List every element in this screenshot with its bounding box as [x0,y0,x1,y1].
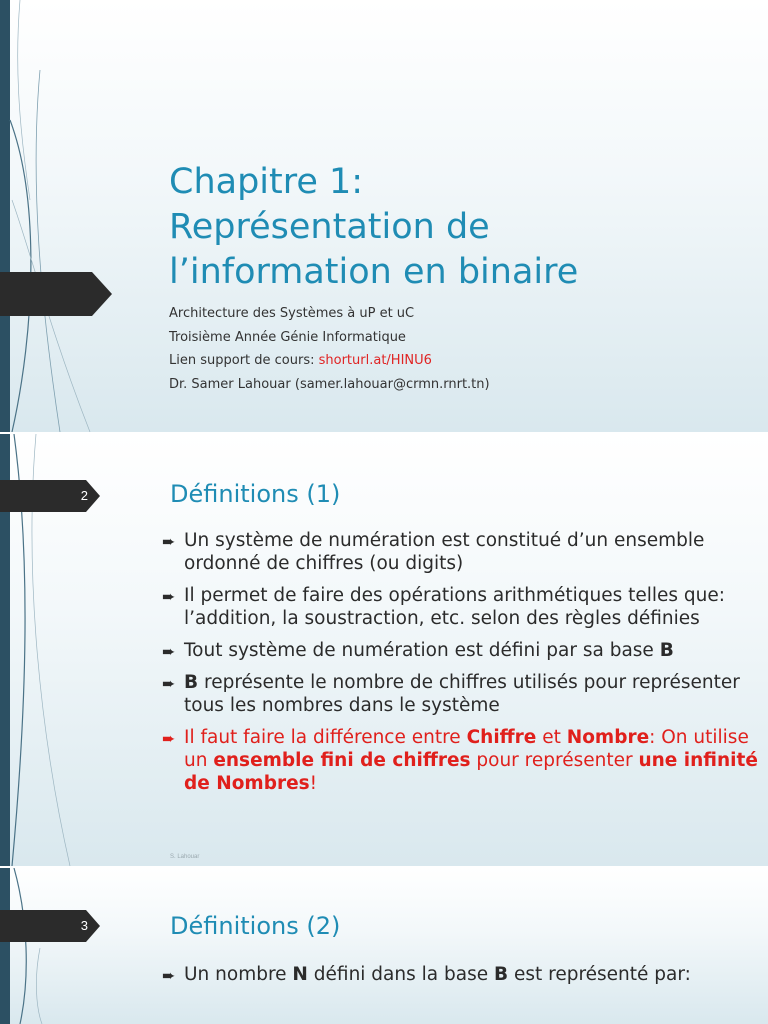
slide-2 [0,434,768,866]
slide-footer: S. Lahouar [170,854,200,860]
list-item: ➨ B représente le nombre de chiffres utilisés pour représenter tous les nombres dans le système [162,672,740,716]
arrow-right-bullet-icon: ➨ [162,729,176,748]
list-item: ➨ Il permet de faire des opérations arithmétiques telles que: l’addition, la soustraction, etc. selon des règles définies [162,585,725,629]
slide-title: Définitions (2) [170,912,341,940]
course-name: Architecture des Systèmes à uP et uC [169,306,415,321]
title-line: l’information en binaire [169,252,579,292]
title-line: Chapitre 1: [169,162,364,202]
slide-left-bar [0,0,10,432]
slide-title: Définitions (1) [170,480,341,508]
course-year: Troisième Année Génie Informatique [169,329,406,345]
subtitle-block [169,302,490,396]
arrow-right-bullet-icon: ➨ [162,966,176,985]
slide-1 [0,0,768,432]
slide-left-bar [0,868,10,1024]
list-item: ➨ Tout système de numération est défini par sa base B [162,640,674,661]
list-item: ➨ Un nombre N défini dans la base B est représenté par: [162,964,691,985]
arrow-right-bullet-icon: ➨ [162,587,176,606]
arrow-right-bullet-icon: ➨ [162,674,176,693]
course-link[interactable]: shorturl.at/HINU6 [318,353,432,368]
slide-3 [0,868,768,1024]
slide-number: 2 [80,488,88,503]
list-item-highlight: ➨ Il faut faire la différence entre Chiffre et Nombre: On utilise un ensemble fini de chiffres pour représenter une infinité de Nombres! [162,727,758,794]
decorative-lines [0,868,120,1024]
bullet-list [162,963,762,995]
list-item: ➨ Un système de numération est constitué d’un ensemble ordonné de chiffres (ou digits) [162,530,705,574]
slide-number: 3 [80,918,88,933]
arrow-right-bullet-icon: ➨ [162,642,176,661]
bullet-list [162,529,762,804]
decorative-lines [0,0,120,432]
course-link-line [169,349,490,373]
course-link-label: Lien support de cours: [169,353,319,368]
slide-title [169,160,578,295]
author-line: Dr. Samer Lahouar (samer.lahouar@crmn.rnrt.tn) [169,376,490,392]
title-line: Représentation de [169,207,490,247]
arrow-right-bullet-icon: ➨ [162,532,176,551]
